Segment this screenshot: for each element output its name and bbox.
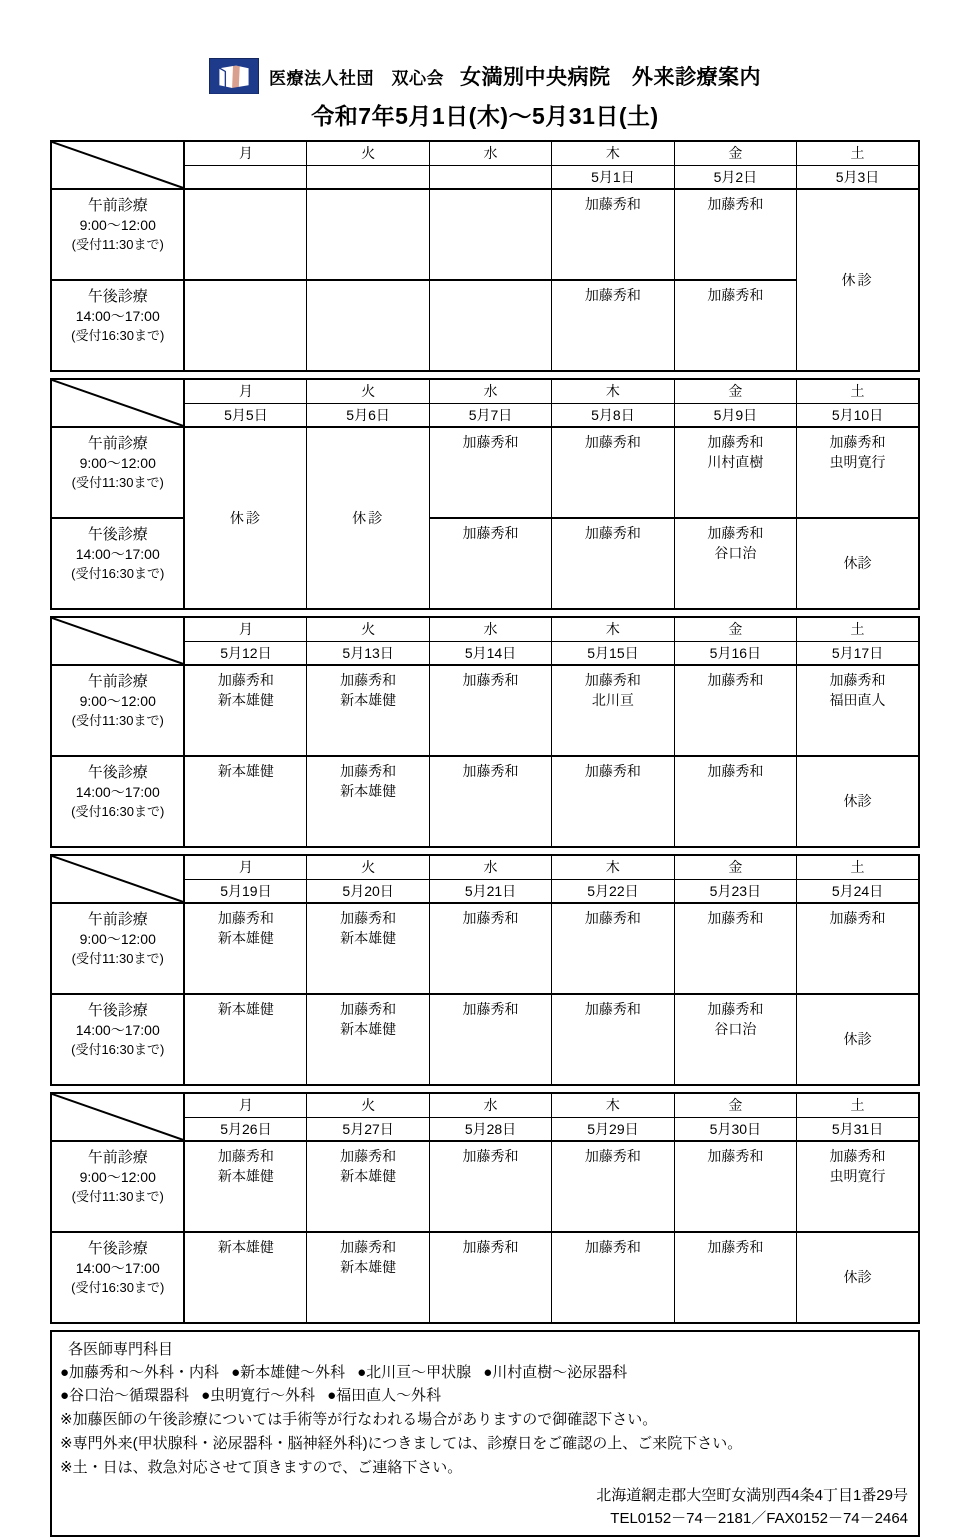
week-table (50, 616, 920, 848)
weekday-header-1: 火 (307, 1093, 429, 1117)
afternoon-label-cell (51, 280, 184, 371)
weekday-header-4: 金 (674, 617, 796, 641)
doctor-slot-cell (307, 1141, 429, 1232)
remark-1: ※加藤医師の午後診療については手術等が行なわれる場合がありますので御確認下さい。 (60, 1411, 658, 1428)
afternoon-label: 午後診療 (87, 288, 148, 305)
specialty-item-1: ●虫明寛行〜外科 (201, 1387, 316, 1404)
date-cell: 5月14日 (429, 641, 551, 665)
doctor-name: 加藤秀和 (584, 525, 641, 541)
doctor-name: 新本雄健 (217, 1167, 274, 1184)
doctor-slot-cell (797, 427, 919, 518)
closed-cell: 休診 (797, 1232, 919, 1323)
doctor-name: 加藤秀和 (707, 763, 764, 779)
date-cell: 5月24日 (797, 879, 919, 903)
morning-reception: (受付11:30まで) (71, 713, 164, 729)
doctor-name: 加藤秀和 (462, 525, 519, 541)
schedule-period: 令和7年5月1日(木)〜5月31日(土) (311, 103, 659, 129)
afternoon-reception: (受付16:30まで) (71, 804, 165, 820)
doctor-slot-cell (552, 756, 674, 847)
doctor-name: 新本雄健 (340, 782, 397, 799)
doctor-slot-cell (674, 280, 796, 371)
doctor-slot-cell (429, 1232, 551, 1323)
morning-row (51, 189, 919, 280)
morning-row (51, 1141, 919, 1232)
doctor-name: 加藤秀和 (462, 1239, 519, 1255)
doctor-slot-cell (674, 189, 796, 280)
closed-full-day-cell: 休診 (307, 427, 429, 609)
date-cell (307, 165, 429, 189)
doctor-slot-cell (307, 1232, 429, 1323)
doctor-name: 虫明寛行 (829, 1167, 886, 1184)
weekday-header-0: 月 (184, 141, 306, 165)
doctor-name: 加藤秀和 (584, 196, 641, 212)
doctor-name: 加藤秀和 (707, 287, 764, 303)
weekday-header-1: 火 (307, 855, 429, 879)
specialty-item-1: ●新本雄健〜外科 (231, 1364, 346, 1381)
doctor-name: 加藤秀和 (217, 672, 274, 688)
doctor-slot-cell (307, 903, 429, 994)
doctor-slot-cell (552, 518, 674, 609)
doctor-slot-cell (674, 903, 796, 994)
doctor-slot-cell (674, 427, 796, 518)
morning-hours: 9:00〜12:00 (79, 217, 156, 234)
doctor-slot-cell (429, 427, 551, 518)
doctor-slot-cell (674, 665, 796, 756)
notes-title: 各医師専門科目 (68, 1341, 174, 1358)
doctor-slot-cell (674, 1232, 796, 1323)
doctor-name: 加藤秀和 (829, 910, 886, 926)
date-cell: 5月2日 (674, 165, 796, 189)
corner-diagonal-cell (51, 1093, 184, 1141)
doctor-name: 新本雄健 (217, 691, 274, 708)
doctor-slot-cell (184, 665, 306, 756)
morning-hours: 9:00〜12:00 (79, 455, 156, 472)
date-cell: 5月1日 (552, 165, 674, 189)
hospital-logo-icon (209, 58, 259, 94)
date-cell: 5月6日 (307, 403, 429, 427)
afternoon-hours: 14:00〜17:00 (75, 1260, 160, 1277)
date-cell: 5月3日 (797, 165, 919, 189)
doctor-slot-cell (429, 665, 551, 756)
morning-row (51, 903, 919, 994)
doctor-name: 加藤秀和 (462, 763, 519, 779)
doctor-slot-cell (429, 280, 551, 371)
date-cell: 5月28日 (429, 1117, 551, 1141)
doctor-name: 加藤秀和 (707, 910, 764, 926)
afternoon-row (51, 280, 919, 371)
doctor-name: 新本雄健 (217, 1239, 274, 1255)
afternoon-reception: (受付16:30まで) (71, 1042, 165, 1058)
morning-label-cell (51, 665, 184, 756)
closed-full-day-cell: 休診 (797, 189, 919, 371)
doctor-slot-cell (184, 280, 306, 371)
afternoon-row (51, 1232, 919, 1323)
hospital-name: 女満別中央病院 外来診療案内 (460, 66, 761, 89)
doctor-name: 加藤秀和 (707, 1001, 764, 1017)
doctor-slot-cell (552, 665, 674, 756)
weekday-header-row (51, 855, 919, 879)
afternoon-reception: (受付16:30まで) (71, 566, 165, 582)
date-cell: 5月22日 (552, 879, 674, 903)
doctor-name: 加藤秀和 (462, 910, 519, 926)
doctor-name: 加藤秀和 (829, 672, 886, 688)
doctor-name: 加藤秀和 (707, 1148, 764, 1164)
specialty-item-0: ●谷口治〜循環器科 (60, 1387, 190, 1404)
weekday-header-3: 木 (552, 1093, 674, 1117)
date-cell: 5月19日 (184, 879, 306, 903)
date-cell: 5月7日 (429, 403, 551, 427)
weekday-header-2: 水 (429, 379, 551, 403)
date-cell: 5月21日 (429, 879, 551, 903)
doctor-slot-cell (184, 994, 306, 1085)
date-cell: 5月16日 (674, 641, 796, 665)
doctor-slot-cell (674, 756, 796, 847)
doctor-name: 加藤秀和 (462, 1148, 519, 1164)
date-cell: 5月20日 (307, 879, 429, 903)
date-cell: 5月29日 (552, 1117, 674, 1141)
doctor-name: 加藤秀和 (829, 1148, 886, 1164)
weekday-header-4: 金 (674, 141, 796, 165)
corner-diagonal-cell (51, 379, 184, 427)
doctor-slot-cell (552, 903, 674, 994)
doctor-name: 新本雄健 (217, 1001, 274, 1017)
afternoon-label-cell (51, 518, 184, 609)
doctor-slot-cell (307, 189, 429, 280)
hospital-phone-fax: TEL0152－74－2181／FAX0152－74－2464 (610, 1509, 908, 1527)
morning-label: 午前診療 (87, 197, 148, 214)
doctor-slot-cell (184, 189, 306, 280)
closed-cell: 休診 (797, 994, 919, 1085)
doctor-name: 福田直人 (829, 691, 886, 708)
week-table (50, 378, 920, 610)
afternoon-label-cell (51, 756, 184, 847)
weekday-header-3: 木 (552, 379, 674, 403)
doctor-name: 谷口治 (714, 1020, 757, 1037)
notes-panel (50, 1330, 920, 1537)
doctor-name: 加藤秀和 (340, 1239, 397, 1255)
date-cell (184, 165, 306, 189)
date-cell: 5月12日 (184, 641, 306, 665)
doctor-slot-cell (429, 189, 551, 280)
doctor-slot-cell (429, 903, 551, 994)
doctor-slot-cell (307, 756, 429, 847)
date-cell: 5月13日 (307, 641, 429, 665)
doctor-name: 新本雄健 (340, 1167, 397, 1184)
doctor-name: 加藤秀和 (584, 287, 641, 303)
morning-reception: (受付11:30まで) (71, 475, 164, 491)
doctor-slot-cell (552, 427, 674, 518)
corner-diagonal-cell (51, 855, 184, 903)
doctor-name: 加藤秀和 (340, 1001, 397, 1017)
page-header (0, 0, 970, 131)
doctor-slot-cell (674, 518, 796, 609)
afternoon-reception: (受付16:30まで) (71, 1280, 165, 1296)
remark-2: ※専門外来(甲状腺科・泌尿器科・脳神経外科)につきましては、診療日をご確認の上、ご来院下さい。 (60, 1435, 743, 1452)
doctor-slot-cell (552, 280, 674, 371)
date-cell: 5月30日 (674, 1117, 796, 1141)
doctor-slot-cell (552, 1141, 674, 1232)
doctor-slot-cell (307, 665, 429, 756)
doctor-name: 加藤秀和 (462, 672, 519, 688)
morning-hours: 9:00〜12:00 (79, 693, 156, 710)
date-cell: 5月26日 (184, 1117, 306, 1141)
morning-label: 午前診療 (87, 1149, 148, 1166)
doctor-name: 加藤秀和 (584, 1148, 641, 1164)
weekday-header-4: 金 (674, 1093, 796, 1117)
doctor-name: 加藤秀和 (462, 1001, 519, 1017)
afternoon-row (51, 756, 919, 847)
morning-label-cell (51, 427, 184, 518)
doctor-name: 加藤秀和 (340, 910, 397, 926)
morning-label: 午前診療 (87, 673, 148, 690)
closed-cell: 休診 (797, 518, 919, 609)
doctor-name: 加藤秀和 (707, 525, 764, 541)
doctor-name: 加藤秀和 (584, 672, 641, 688)
weekday-header-4: 金 (674, 379, 796, 403)
contact-block (60, 1485, 910, 1530)
weekday-header-0: 月 (184, 855, 306, 879)
morning-label: 午前診療 (87, 435, 148, 452)
afternoon-row (51, 994, 919, 1085)
date-cell: 5月15日 (552, 641, 674, 665)
specialty-item-2: ●北川亘〜甲状腺 (357, 1364, 472, 1381)
date-cell: 5月5日 (184, 403, 306, 427)
weekday-header-3: 木 (552, 141, 674, 165)
specialty-item-2: ●福田直人〜外科 (327, 1387, 442, 1404)
morning-label-cell (51, 903, 184, 994)
doctor-name: 新本雄健 (340, 691, 397, 708)
doctor-name: 加藤秀和 (462, 434, 519, 450)
afternoon-reception: (受付16:30まで) (71, 328, 165, 344)
specialty-item-3: ●川村直樹〜泌尿器科 (483, 1364, 628, 1381)
weekday-header-row (51, 379, 919, 403)
doctor-name: 加藤秀和 (217, 1148, 274, 1164)
doctor-slot-cell (674, 1141, 796, 1232)
doctor-name: 虫明寛行 (829, 453, 886, 470)
afternoon-hours: 14:00〜17:00 (75, 784, 160, 801)
doctor-slot-cell (184, 1141, 306, 1232)
date-cell: 5月17日 (797, 641, 919, 665)
morning-label: 午前診療 (87, 911, 148, 928)
weekday-header-1: 火 (307, 617, 429, 641)
morning-row (51, 427, 919, 518)
afternoon-hours: 14:00〜17:00 (75, 546, 160, 563)
doctor-slot-cell (429, 1141, 551, 1232)
weekday-header-5: 土 (797, 855, 919, 879)
remark-3: ※土・日は、救急対応させて頂きますので、ご連絡下さい。 (60, 1459, 463, 1476)
doctor-name: 加藤秀和 (829, 434, 886, 450)
closed-cell: 休診 (797, 756, 919, 847)
doctor-name: 谷口治 (714, 544, 757, 561)
afternoon-label: 午後診療 (87, 1002, 148, 1019)
doctor-name: 加藤秀和 (340, 672, 397, 688)
doctor-slot-cell (552, 994, 674, 1085)
afternoon-label-cell (51, 1232, 184, 1323)
weekday-header-2: 水 (429, 1093, 551, 1117)
doctor-name: 新本雄健 (217, 929, 274, 946)
doctor-name: 新本雄健 (340, 1258, 397, 1275)
morning-label-cell (51, 189, 184, 280)
date-cell: 5月31日 (797, 1117, 919, 1141)
morning-reception: (受付11:30まで) (71, 237, 164, 253)
weekday-header-5: 土 (797, 617, 919, 641)
doctor-name: 新本雄健 (340, 929, 397, 946)
doctor-name: 加藤秀和 (707, 434, 764, 450)
doctor-name: 加藤秀和 (707, 196, 764, 212)
weekday-header-5: 土 (797, 379, 919, 403)
afternoon-label-cell (51, 994, 184, 1085)
weekday-header-0: 月 (184, 617, 306, 641)
afternoon-label: 午後診療 (87, 764, 148, 781)
doctor-slot-cell (184, 756, 306, 847)
weekday-header-row (51, 617, 919, 641)
doctor-name: 加藤秀和 (340, 1148, 397, 1164)
morning-reception: (受付11:30まで) (71, 1189, 164, 1205)
doctor-slot-cell (797, 1141, 919, 1232)
weekday-header-2: 水 (429, 855, 551, 879)
corner-diagonal-cell (51, 617, 184, 665)
afternoon-label: 午後診療 (87, 1240, 148, 1257)
hospital-address: 北海道網走郡大空町女満別西4条4丁目1番29号 (596, 1487, 908, 1504)
afternoon-row (51, 518, 919, 609)
doctor-slot-cell (184, 903, 306, 994)
doctor-name: 加藤秀和 (584, 1239, 641, 1255)
date-cell: 5月10日 (797, 403, 919, 427)
weekday-header-4: 金 (674, 855, 796, 879)
weekday-header-0: 月 (184, 1093, 306, 1117)
week-table (50, 854, 920, 1086)
doctor-name: 加藤秀和 (584, 910, 641, 926)
doctor-name: 加藤秀和 (340, 763, 397, 779)
doctor-name: 加藤秀和 (584, 763, 641, 779)
weekday-header-2: 水 (429, 617, 551, 641)
morning-label-cell (51, 1141, 184, 1232)
doctor-slot-cell (307, 280, 429, 371)
weekday-header-row (51, 141, 919, 165)
weekday-header-3: 木 (552, 855, 674, 879)
weekday-header-1: 火 (307, 379, 429, 403)
doctor-name: 加藤秀和 (584, 434, 641, 450)
morning-row (51, 665, 919, 756)
title-primary-line (0, 58, 970, 94)
doctor-name: 加藤秀和 (707, 672, 764, 688)
doctor-name: 新本雄健 (340, 1020, 397, 1037)
corner-diagonal-cell (51, 141, 184, 189)
corporation-name: 医療法人社団 双心会 (269, 68, 444, 88)
doctor-slot-cell (429, 756, 551, 847)
doctor-slot-cell (797, 903, 919, 994)
doctor-slot-cell (429, 518, 551, 609)
doctor-name: 加藤秀和 (584, 1001, 641, 1017)
weekday-header-2: 水 (429, 141, 551, 165)
weekday-header-5: 土 (797, 1093, 919, 1117)
date-cell: 5月8日 (552, 403, 674, 427)
weekday-header-3: 木 (552, 617, 674, 641)
specialty-list-row-2 (60, 1384, 910, 1405)
specialty-item-0: ●加藤秀和〜外科・内科 (60, 1364, 220, 1381)
weekday-header-row (51, 1093, 919, 1117)
doctor-name: 北川亘 (591, 691, 634, 708)
week-table (50, 1092, 920, 1324)
morning-hours: 9:00〜12:00 (79, 931, 156, 948)
doctor-name: 新本雄健 (217, 763, 274, 779)
date-cell: 5月27日 (307, 1117, 429, 1141)
date-cell: 5月23日 (674, 879, 796, 903)
afternoon-label: 午後診療 (87, 526, 148, 543)
doctor-slot-cell (184, 1232, 306, 1323)
doctor-slot-cell (797, 665, 919, 756)
doctor-slot-cell (552, 1232, 674, 1323)
doctor-name: 加藤秀和 (707, 1239, 764, 1255)
doctor-name: 川村直樹 (707, 453, 764, 470)
doctor-name: 加藤秀和 (217, 910, 274, 926)
afternoon-hours: 14:00〜17:00 (75, 1022, 160, 1039)
weekday-header-1: 火 (307, 141, 429, 165)
schedule-sheet (50, 140, 920, 1324)
weekday-header-5: 土 (797, 141, 919, 165)
date-cell (429, 165, 551, 189)
doctor-slot-cell (552, 189, 674, 280)
afternoon-hours: 14:00〜17:00 (75, 308, 160, 325)
morning-hours: 9:00〜12:00 (79, 1169, 156, 1186)
closed-full-day-cell: 休診 (184, 427, 306, 609)
week-table (50, 140, 920, 372)
morning-reception: (受付11:30まで) (71, 951, 164, 967)
doctor-slot-cell (429, 994, 551, 1085)
doctor-slot-cell (307, 994, 429, 1085)
doctor-slot-cell (674, 994, 796, 1085)
date-cell: 5月9日 (674, 403, 796, 427)
weekday-header-0: 月 (184, 379, 306, 403)
